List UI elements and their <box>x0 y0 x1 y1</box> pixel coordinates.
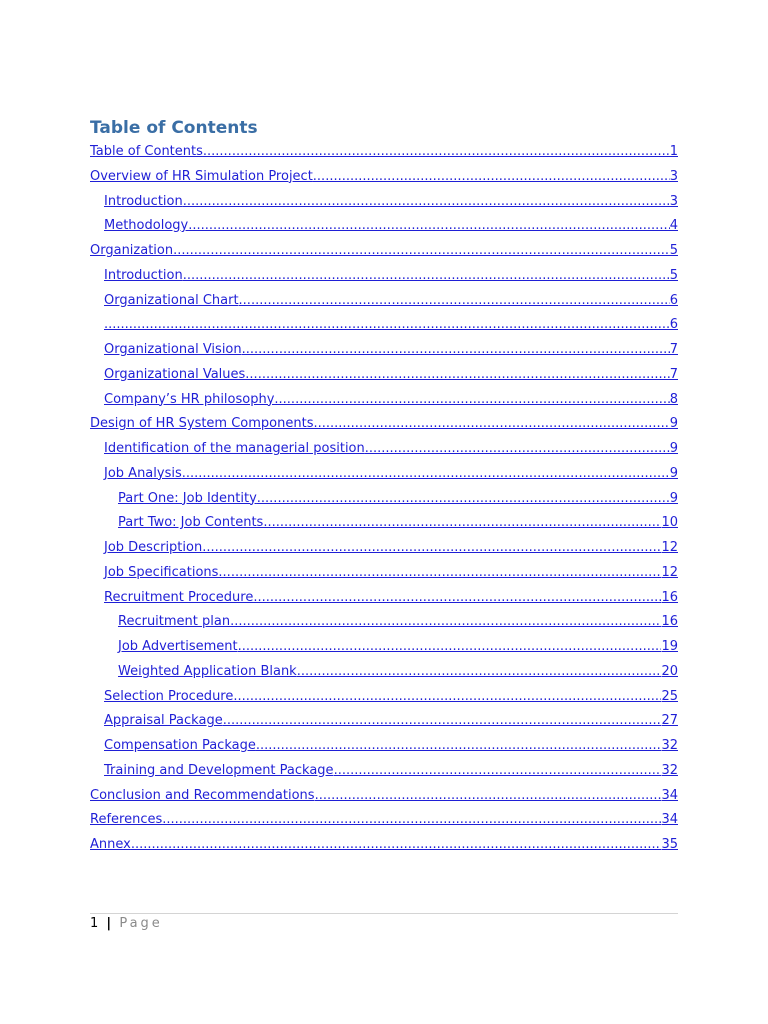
toc-dot-leader <box>245 365 669 385</box>
toc-entry-label: Introduction <box>104 267 183 283</box>
toc-entry-page-number: 9 <box>669 441 678 456</box>
toc-dot-leader <box>242 340 670 360</box>
toc-entry-page-number: 9 <box>669 416 678 432</box>
toc-dot-leader <box>162 810 661 830</box>
toc-entry[interactable] <box>90 635 678 660</box>
toc-entry[interactable] <box>90 388 678 413</box>
toc-entry-label: Design of HR System Components <box>90 416 314 432</box>
toc-entry-label: Organizational Chart <box>104 292 239 308</box>
toc-entry[interactable] <box>90 363 678 388</box>
toc-dot-leader <box>238 637 662 657</box>
toc-dot-leader <box>104 315 670 335</box>
toc-entry-label: Identification of the managerial position <box>104 441 365 456</box>
toc-dot-leader <box>239 291 670 311</box>
toc-entry-label: Organizational Vision <box>104 342 242 357</box>
toc-entry-label: Job Specifications <box>104 564 219 580</box>
toc-entry-page-number: 1 <box>669 144 678 159</box>
toc-entry-page-number: 20 <box>661 663 678 679</box>
footer-page-label: Page <box>119 916 163 931</box>
toc-entry-label: Table of Contents <box>90 144 203 159</box>
toc-dot-leader <box>253 588 661 608</box>
toc-entry[interactable] <box>90 264 678 289</box>
toc-dot-leader <box>173 241 670 261</box>
toc-dot-leader <box>274 390 669 410</box>
toc-entry[interactable] <box>90 709 678 734</box>
toc-entry-label: Annex <box>90 837 131 852</box>
toc-dot-leader <box>183 266 670 286</box>
toc-dot-leader <box>218 563 661 583</box>
toc-dot-leader <box>131 835 662 855</box>
toc-entry-page-number: 16 <box>661 589 678 605</box>
toc-entry[interactable] <box>90 239 678 264</box>
toc-dot-leader <box>297 662 662 682</box>
toc-entry-page-number: 12 <box>661 564 678 580</box>
toc-entry-label: Organization <box>90 243 174 258</box>
toc-entry-page-number: 12 <box>661 540 678 555</box>
toc-entry[interactable] <box>90 759 678 784</box>
toc-entry[interactable] <box>90 660 678 685</box>
toc-entry-page-number: 25 <box>661 688 678 704</box>
toc-dot-leader <box>315 786 662 806</box>
toc-entry-label: Overview of HR Simulation Project <box>90 168 313 184</box>
toc-entry[interactable] <box>90 487 678 512</box>
toc-entry-label: Conclusion and Recommendations <box>90 787 315 803</box>
toc-entry[interactable] <box>90 685 678 710</box>
toc-entry-page-number: 27 <box>661 713 678 729</box>
toc-entry-label: Methodology <box>104 218 189 234</box>
toc-entry-page-number: 32 <box>661 738 678 753</box>
toc-entry-page-number: 7 <box>669 366 678 382</box>
toc-entry-page-number: 6 <box>669 292 678 308</box>
toc-entry-label: Weighted Application Blank <box>118 663 297 679</box>
toc-dot-leader <box>230 612 661 632</box>
toc-entry-page-number: 9 <box>669 490 678 506</box>
toc-entry-page-number: 5 <box>669 267 678 283</box>
toc-entry-label: Recruitment Procedure <box>104 589 254 605</box>
toc-entry-label: Part Two: Job Contents <box>118 515 264 531</box>
toc-dot-leader <box>183 192 670 212</box>
footer-divider <box>90 913 678 914</box>
toc-dot-leader <box>188 216 669 236</box>
toc-entry[interactable] <box>90 140 678 165</box>
toc-entry-page-number: 32 <box>661 762 678 778</box>
toc-entry-page-number: 3 <box>669 193 678 209</box>
footer-page-number: 1 <box>90 916 99 931</box>
toc-entry-label: Job Analysis <box>104 465 182 481</box>
toc-entry[interactable] <box>90 734 678 759</box>
toc-entry-label: Training and Development Package <box>104 762 334 778</box>
toc-entry[interactable] <box>90 289 678 314</box>
toc-entry-label: Appraisal Package <box>104 713 223 729</box>
toc-entry[interactable] <box>90 610 678 635</box>
toc-entry-label: Introduction <box>104 193 183 209</box>
toc-entry-label: Compensation Package <box>104 738 256 753</box>
toc-entry-label: Company’s HR philosophy <box>104 391 275 407</box>
toc-entry-page-number: 16 <box>661 614 678 630</box>
toc-dot-leader <box>313 167 670 187</box>
toc-dot-leader <box>223 711 662 731</box>
toc-list <box>90 140 678 858</box>
toc-entry-label: Part One: Job Identity <box>118 490 257 506</box>
toc-entry-page-number: 35 <box>661 837 678 852</box>
toc-entry[interactable] <box>90 462 678 487</box>
toc-entry-label: Job Description <box>104 540 203 555</box>
toc-entry[interactable] <box>90 437 678 462</box>
toc-entry[interactable] <box>90 561 678 586</box>
toc-entry-label: Job Advertisement <box>118 639 238 654</box>
toc-entry-page-number: 7 <box>669 342 678 357</box>
toc-entry[interactable] <box>90 214 678 239</box>
toc-entry-label: References <box>90 812 163 828</box>
toc-entry-page-number: 5 <box>669 243 678 258</box>
toc-entry[interactable] <box>90 313 678 338</box>
page-footer <box>90 915 163 933</box>
toc-heading: Table of Contents <box>90 118 258 138</box>
toc-entry-page-number: 3 <box>669 168 678 184</box>
toc-entry-page-number: 8 <box>669 391 678 407</box>
toc-entry-page-number: 4 <box>669 218 678 234</box>
toc-entry[interactable] <box>90 511 678 536</box>
toc-entry[interactable] <box>90 808 678 833</box>
toc-dot-leader <box>365 439 670 459</box>
toc-dot-leader <box>263 513 661 533</box>
toc-entry[interactable] <box>90 536 678 561</box>
toc-dot-leader <box>182 464 670 484</box>
toc-dot-leader <box>203 142 670 162</box>
toc-entry-label: Recruitment plan <box>118 614 231 630</box>
toc-entry-page-number: 34 <box>661 787 678 803</box>
toc-entry[interactable] <box>90 190 678 215</box>
footer-separator: | <box>106 916 112 931</box>
toc-entry-label: Selection Procedure <box>104 688 234 704</box>
toc-entry[interactable] <box>90 165 678 190</box>
toc-dot-leader <box>256 736 662 756</box>
toc-entry[interactable] <box>90 833 678 858</box>
toc-entry[interactable] <box>90 338 678 363</box>
toc-entry-page-number: 19 <box>661 639 678 654</box>
toc-dot-leader <box>257 489 670 509</box>
toc-dot-leader <box>233 687 661 707</box>
toc-dot-leader <box>334 761 662 781</box>
toc-dot-leader <box>313 414 669 434</box>
toc-entry-page-number: 6 <box>669 317 678 333</box>
toc-entry-label: Organizational Values <box>104 366 246 382</box>
toc-entry[interactable] <box>90 412 678 437</box>
toc-entry[interactable] <box>90 784 678 809</box>
toc-entry-page-number: 10 <box>661 515 678 531</box>
toc-entry-page-number: 9 <box>669 465 678 481</box>
toc-entry-page-number: 34 <box>661 812 678 828</box>
toc-entry[interactable] <box>90 586 678 611</box>
toc-dot-leader <box>202 538 661 558</box>
